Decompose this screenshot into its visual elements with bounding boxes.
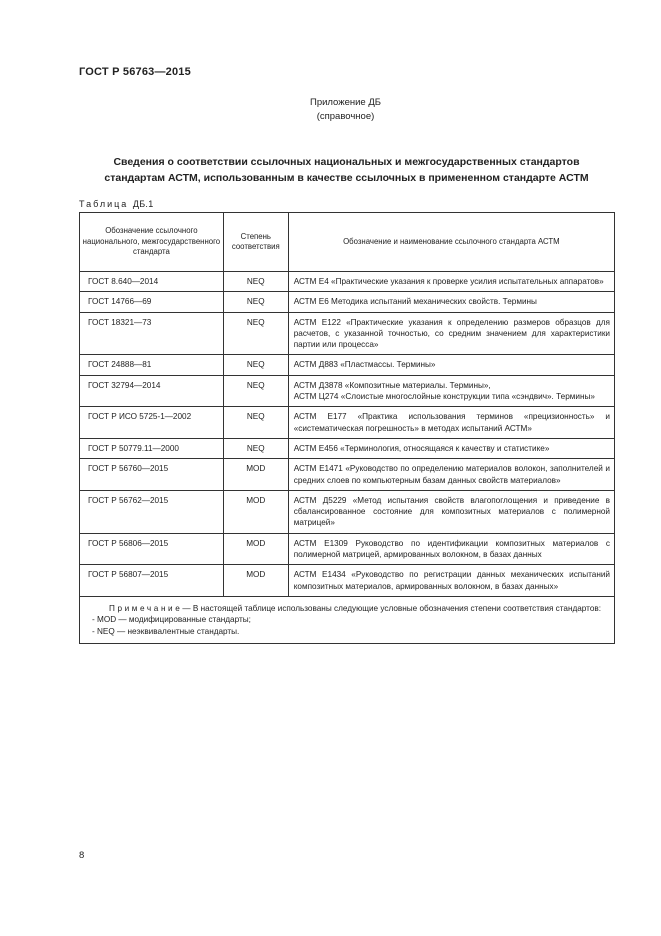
cell-national-standard: ГОСТ 24888—81 <box>80 355 224 375</box>
table-row <box>80 292 615 312</box>
note-label: Примечание <box>109 603 183 613</box>
table-row <box>80 375 615 407</box>
header-national-standard: Обозначение ссылочного национального, межгосударственного стандарта <box>80 213 224 272</box>
note-cell <box>80 596 615 643</box>
cell-degree: NEQ <box>223 312 288 355</box>
cell-national-standard: ГОСТ 8.640—2014 <box>80 272 224 292</box>
table-row <box>80 533 615 565</box>
cell-degree: NEQ <box>223 407 288 439</box>
note-row <box>80 596 615 643</box>
table-caption-word: Таблица <box>79 199 129 209</box>
table-row <box>80 312 615 355</box>
cell-degree: MOD <box>223 565 288 597</box>
cell-astm-standard: АСТМ Е122 «Практические указания к определению размеров образцов для расчетов, с указанной точностью, со средним значением для характеристики партии или процесса» <box>288 312 614 355</box>
cell-national-standard: ГОСТ Р ИСО 5725-1—2002 <box>80 407 224 439</box>
appendix-title-block <box>0 96 661 124</box>
table-row <box>80 565 615 597</box>
heading-line-2: стандартам АСТМ, использованным в качестве ссылочных в примененном стандарте АСТМ <box>104 172 589 184</box>
table-row <box>80 355 615 375</box>
cell-degree: NEQ <box>223 272 288 292</box>
cell-national-standard: ГОСТ Р 56806—2015 <box>80 533 224 565</box>
cell-degree: NEQ <box>223 292 288 312</box>
cell-astm-standard: АСТМ Д5229 «Метод испытания свойств влагопоглощения и приведение в сбалансированное состояние для композитных материалов с полимерной матрицей» <box>288 490 614 533</box>
table-caption <box>79 199 154 209</box>
cell-astm-standard: АСТМ Е4 «Практические указания к проверке усилия испытательных аппаратов» <box>288 272 614 292</box>
cell-national-standard: ГОСТ 18321—73 <box>80 312 224 355</box>
table-row <box>80 407 615 439</box>
note-body: — В настоящей таблице использованы следующие условные обозначения степени соответствия стандартов: <box>182 603 602 613</box>
cell-degree: NEQ <box>223 355 288 375</box>
table-row <box>80 490 615 533</box>
cell-astm-standard: АСТМ Е1471 «Руководство по определению материалов волокон, заполнителей и средних слоев по компьютерным базам данных свойств материалов» <box>288 459 614 491</box>
cell-degree: NEQ <box>223 438 288 458</box>
header-astm-standard: Обозначение и наименование ссылочного стандарта АСТМ <box>288 213 614 272</box>
cell-astm-standard: АСТМ Е1309 Руководство по идентификации композитных материалов с полимерной матрицей, армированных волокном, в базах данных <box>288 533 614 565</box>
table-caption-number: ДБ.1 <box>132 199 154 209</box>
cell-degree: MOD <box>223 459 288 491</box>
table-row <box>80 438 615 458</box>
heading-line-1: Сведения о соответствии ссылочных национальных и межгосударственных стандартов <box>113 156 580 168</box>
page-number: 8 <box>79 850 85 861</box>
cell-national-standard: ГОСТ 32794—2014 <box>80 375 224 407</box>
cell-degree: NEQ <box>223 375 288 407</box>
cell-astm-standard: АСТМ Е1434 «Руководство по регистрации данных механических испытаний композитных материалов, армированных волокном, в базах данных» <box>288 565 614 597</box>
cell-astm-standard: АСТМ Е177 «Практика использования терминов «прецизионность» и «систематическая погрешность» в методах испытаний АСТМ» <box>288 407 614 439</box>
table-header-row <box>80 213 615 272</box>
table-row <box>80 459 615 491</box>
cell-astm-standard: АСТМ Е456 «Терминология, относящаяся к качеству и статистике» <box>288 438 614 458</box>
table-row <box>80 272 615 292</box>
section-heading <box>79 154 614 186</box>
cell-degree: MOD <box>223 533 288 565</box>
cell-national-standard: ГОСТ Р 56760—2015 <box>80 459 224 491</box>
note-item-neq: - NEQ — неэквивалентные стандарты. <box>92 626 240 636</box>
note-text <box>87 603 607 614</box>
appendix-subtitle: (справочное) <box>316 111 375 122</box>
cell-national-standard: ГОСТ Р 56762—2015 <box>80 490 224 533</box>
cell-astm-standard: АСТМ Е6 Методика испытаний механических свойств. Термины <box>288 292 614 312</box>
document-code: ГОСТ Р 56763—2015 <box>79 66 191 78</box>
appendix-title: Приложение ДБ <box>309 97 382 108</box>
cell-national-standard: ГОСТ 14766—69 <box>80 292 224 312</box>
cell-astm-standard: АСТМ Д883 «Пластмассы. Термины» <box>288 355 614 375</box>
note-item-mod: - MOD — модифицированные стандарты; <box>92 615 251 625</box>
cell-national-standard: ГОСТ Р 50779.11—2000 <box>80 438 224 458</box>
cell-astm-standard: АСТМ Д3878 «Композитные материалы. Термины», АСТМ Ц274 «Слоистые многослойные конструкции типа «сэндвич». Термины» <box>288 375 614 407</box>
correspondence-table <box>79 212 615 644</box>
header-degree: Степень соответствия <box>223 213 288 272</box>
cell-degree: MOD <box>223 490 288 533</box>
cell-national-standard: ГОСТ Р 56807—2015 <box>80 565 224 597</box>
